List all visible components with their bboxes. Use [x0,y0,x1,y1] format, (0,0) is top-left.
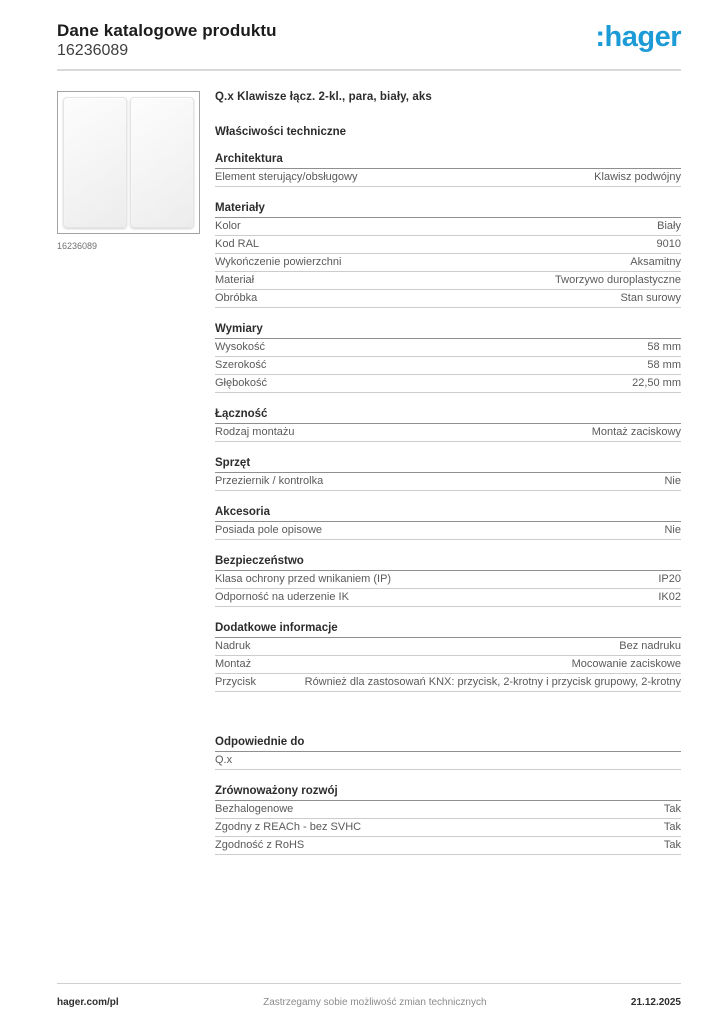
row-label: Materiał [215,274,255,286]
row-label: Szerokość [215,359,267,371]
section-akcesoria [215,506,681,540]
section-dodatkowe-informacje [215,622,681,692]
row-value: Tworzywo duroplastyczne [555,274,681,286]
row-label: Nadruk [215,640,251,652]
row-value: Aksamitny [630,256,681,268]
spec-row [215,357,681,375]
spec-row [215,254,681,272]
row-value: Tak [663,803,681,815]
spec-row [215,571,681,589]
row-label: Kod RAL [215,238,260,250]
row-label: Zgodny z REACh - bez SVHC [215,821,362,833]
section-title: Wymiary [215,323,681,339]
spec-row [215,236,681,254]
section-title: Akcesoria [215,506,681,522]
row-label: Wysokość [215,341,266,353]
section-odpowiednie-do [215,736,681,770]
row-label: Odporność na uderzenie IK [215,591,349,603]
row-value: 22,50 mm [632,377,681,389]
spec-column [215,91,681,855]
row-value: Tak [663,839,681,851]
row-label: Głębokość [215,377,267,389]
spec-row [215,801,681,819]
row-value: Mocowanie zaciskowe [571,658,681,670]
product-title: Q.x Klawisze łącz. 2-kl., para, biały, aks [215,91,432,103]
rocker-left [63,97,127,228]
document-footer [57,983,681,1008]
section-materia-y [215,202,681,308]
section-title: Odpowiednie do [215,736,681,752]
row-value: Bez nadruku [619,640,681,652]
section-title: Łączność [215,408,681,424]
section-title: Dodatkowe informacje [215,622,681,638]
row-value: Również dla zastosowań KNX: przycisk, 2-krotny i przycisk grupowy, 2-krotny [304,676,681,688]
footer-website: hager.com/pl [57,997,119,1008]
row-label: Klasa ochrony przed wnikaniem (IP) [215,573,392,585]
spec-row [215,674,681,692]
section-title: Bezpieczeństwo [215,555,681,571]
spec-sections [215,153,681,855]
section-sprz-t [215,457,681,491]
row-label: Zgodność z RoHS [215,839,305,851]
spec-row [215,837,681,855]
row-label: Q.x [215,754,233,766]
spec-row [215,218,681,236]
spec-row [215,375,681,393]
spec-row [215,656,681,674]
section-zr-wnowa-ony-rozw-j [215,785,681,855]
row-label: Montaż [215,658,252,670]
spec-row [215,589,681,607]
image-caption: 16236089 [57,241,98,251]
row-value: Tak [663,821,681,833]
section-bezpiecze-stwo [215,555,681,607]
row-label: Przeziernik / kontrolka [215,475,324,487]
header-divider [57,69,681,71]
section-wymiary [215,323,681,393]
spec-row [215,638,681,656]
row-value: 58 mm [647,341,681,353]
row-label: Posiada pole opisowe [215,524,323,536]
spec-row [215,473,681,491]
page-title: Dane katalogowe produktu [57,21,277,40]
section-title: Sprzęt [215,457,681,473]
row-value: Nie [664,524,681,536]
section-title: Architektura [215,153,681,169]
row-value: Klawisz podwójny [594,171,681,183]
product-image [57,91,200,234]
header-text-block [57,20,277,61]
section-title: Materiały [215,202,681,218]
row-label: Wykończenie powierzchni [215,256,342,268]
row-value: Montaż zaciskowy [591,426,681,438]
row-label: Kolor [215,220,241,232]
spec-row [215,272,681,290]
product-number: 16236089 [57,42,129,59]
row-label: Przycisk [215,676,256,688]
spec-row [215,752,681,770]
section-title: Zrównoważony rozwój [215,785,681,801]
spec-row [215,819,681,837]
row-label: Obróbka [215,292,258,304]
spec-row [215,522,681,540]
spec-row [215,339,681,357]
spec-row [215,290,681,308]
row-label: Rodzaj montażu [215,426,295,438]
spec-row [215,169,681,187]
section-architektura [215,153,681,187]
rocker-right [130,97,194,228]
spec-row [215,424,681,442]
row-value: IP20 [658,573,681,585]
product-image-column [57,91,215,855]
row-value: Biały [657,220,681,232]
section-czno [215,408,681,442]
row-label: Element sterujący/obsługowy [215,171,358,183]
row-value: 58 mm [647,359,681,371]
row-value: Nie [664,475,681,487]
properties-heading: Właściwości techniczne [215,126,347,138]
row-value: 9010 [656,238,681,250]
main-content [57,91,681,855]
hager-logo: :hager [595,21,681,53]
footer-disclaimer: Zastrzegamy sobie możliwość zmian technicznych [263,997,487,1008]
footer-date: 21.12.2025 [630,997,681,1008]
row-label: Bezhalogenowe [215,803,294,815]
row-value: IK02 [658,591,681,603]
document-header [57,20,681,61]
row-value: Stan surowy [620,292,681,304]
